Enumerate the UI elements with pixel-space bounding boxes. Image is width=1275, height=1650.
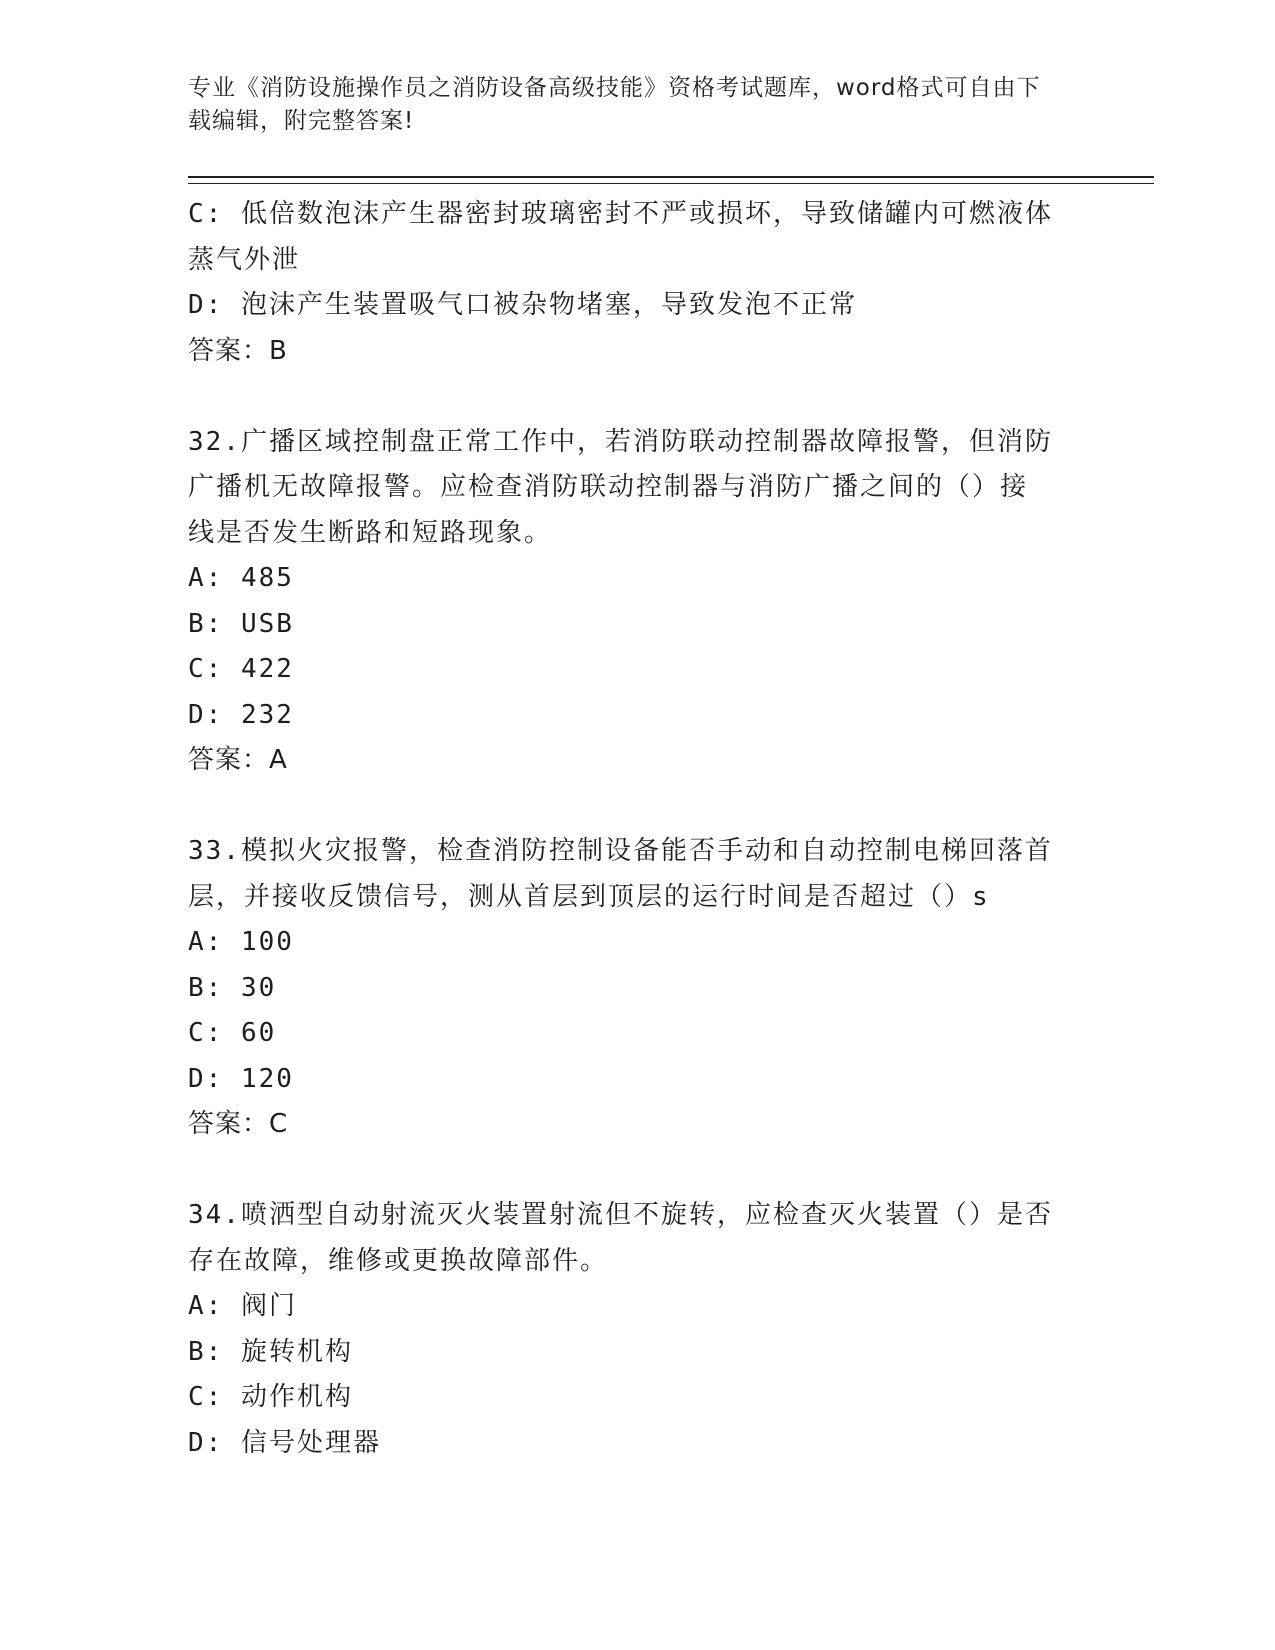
option-d: D: 泡沫产生装置吸气口被杂物堵塞，导致发泡不正常 [188, 290, 857, 320]
option-d: D: 232 [188, 699, 294, 730]
question-text-continued: 线是否发生断路和短路现象。 [188, 517, 553, 548]
answer-line: 答案：C [188, 1109, 289, 1139]
option-c: C: 60 [188, 1018, 277, 1048]
spacer [188, 1148, 1088, 1194]
option-a: A: 100 [188, 927, 294, 957]
question-text-continued: 存在故障，维修或更换故障部件。 [188, 1245, 609, 1276]
page-header [188, 72, 1068, 138]
option-c: C: 动作机构 [188, 1382, 353, 1412]
question-block-33 [188, 829, 1088, 1148]
question-text: 32.广播区域控制盘正常工作中，若消防联动控制器故障报警，但消防 [188, 426, 1053, 457]
option-c-continued: 蒸气外泄 [188, 244, 301, 275]
option-b: B: USB [188, 608, 294, 639]
option-c: C: 422 [188, 654, 294, 684]
option-b: B: 30 [188, 972, 277, 1003]
option-a: A: 485 [188, 563, 294, 593]
option-b: B: 旋转机构 [188, 1336, 353, 1367]
header-line-1: 专业《消防设施操作员之消防设备高级技能》资格考试题库，word格式可自由下 [188, 75, 1041, 101]
option-c: C: 低倍数泡沫产生器密封玻璃密封不严或损坏，导致储罐内可燃液体 [188, 199, 1053, 229]
header-divider [188, 176, 1154, 184]
question-block-34 [188, 1193, 1088, 1466]
option-d: D: 120 [188, 1063, 294, 1094]
question-block-prev [188, 192, 1088, 374]
spacer [188, 784, 1088, 830]
answer-line: 答案：A [188, 745, 288, 775]
question-text: 34.喷洒型自动射流灭火装置射流但不旋转，应检查灭火装置（）是否 [188, 1200, 1053, 1230]
question-text-continued: 广播机无故障报警。应检查消防联动控制器与消防广播之间的（）接 [188, 472, 1029, 502]
header-line-2: 载编辑，附完整答案! [188, 108, 415, 134]
spacer [188, 374, 1088, 420]
answer-line: 答案：B [188, 335, 288, 366]
question-text: 33.模拟火灾报警，检查消防控制设备能否手动和自动控制电梯回落首 [188, 836, 1053, 866]
option-a: A: 阀门 [188, 1291, 297, 1321]
question-text-continued: 层，并接收反馈信号，测从首层到顶层的运行时间是否超过（）s [188, 881, 990, 912]
question-list [188, 192, 1088, 1466]
question-block-32 [188, 420, 1088, 784]
option-d: D: 信号处理器 [188, 1427, 381, 1458]
